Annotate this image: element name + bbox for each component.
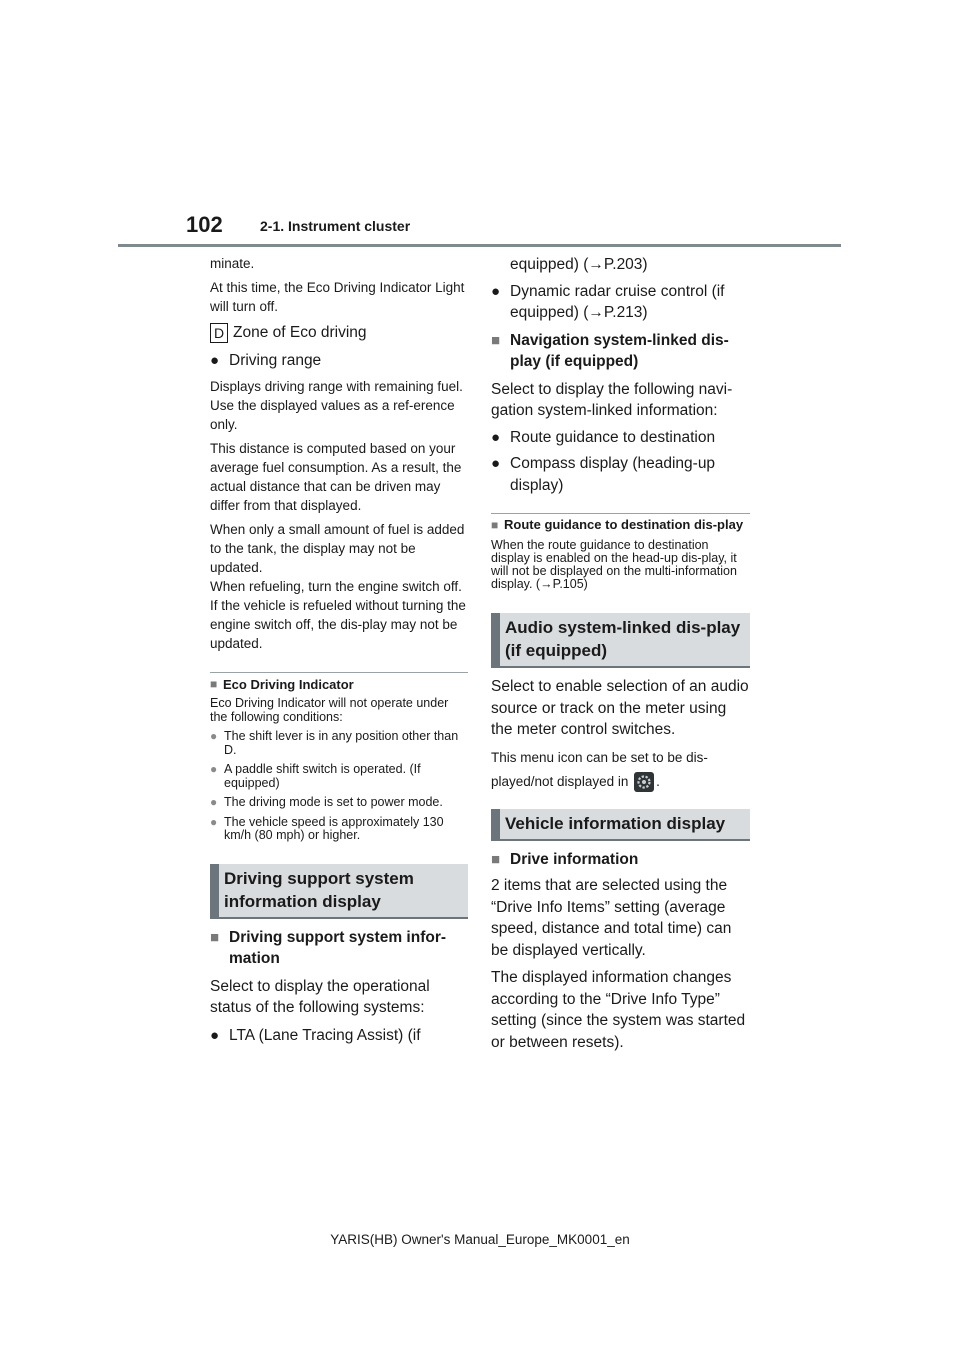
driving-range-paragraph-4: When refueling, turn the engine switch off. If the vehicle is refueled without turning the engine switch off, the dis-play may not be updated. xyxy=(210,579,466,651)
bullet-dot-icon: ● xyxy=(210,1026,220,1044)
bullet-dot-icon: ● xyxy=(491,428,501,446)
navigation-item-text: Route guidance to destination xyxy=(510,428,716,446)
eco-condition-item xyxy=(210,730,468,757)
round-bullet-icon: ● xyxy=(210,795,218,809)
driving-range-paragraph-1: Displays driving range with remaining fuel. Use the displayed values as a ref-erence only. xyxy=(210,379,463,432)
eco-condition-text: The driving mode is set to power mode. xyxy=(224,795,443,809)
eco-condition-text: The shift lever is in any position other than D. xyxy=(224,729,459,757)
drive-info-paragraph-2: The displayed information changes according to the “Drive Info Type” setting (since the system was started or between resets). xyxy=(491,969,746,1051)
eco-note-heading xyxy=(210,677,468,692)
route-note-title: Route guidance to destination dis-play xyxy=(504,517,744,532)
right-column xyxy=(491,254,750,1053)
driving-support-heading: Driving support system information display xyxy=(210,864,468,919)
page-number: 102 xyxy=(186,212,223,237)
paragraph-continuation: minate. xyxy=(210,256,255,271)
round-bullet-icon: ● xyxy=(210,729,218,743)
eco-condition-item xyxy=(210,796,468,810)
eco-note-intro: Eco Driving Indicator will not operate under the following conditions: xyxy=(210,696,449,724)
bullet-dot-icon: ● xyxy=(210,351,220,369)
eco-condition-text: A paddle shift switch is operated. (If equipped) xyxy=(224,762,421,790)
navigation-item-text: Compass display (heading-up display) xyxy=(510,455,716,494)
lta-text: LTA (Lane Tracing Assist) (if xyxy=(229,1026,421,1044)
driving-range-paragraph-2: This distance is computed based on your average fuel consumption. As a result, the actual distance that can be driven may differ from that displayed. xyxy=(210,441,462,513)
bullet-dot-icon: ● xyxy=(491,282,501,300)
square-bullet-icon: ■ xyxy=(491,331,501,349)
section-title: 2-1. Instrument cluster xyxy=(260,218,411,234)
square-bullet-icon: ■ xyxy=(210,677,218,691)
lta-continuation: equipped) (→P.203) xyxy=(510,256,648,273)
drive-info-subheading xyxy=(491,849,750,871)
driving-range-paragraph-3: When only a small amount of fuel is added to the tank, the display may not be updated. xyxy=(210,522,465,575)
audio-note-line-2 xyxy=(491,772,750,792)
drive-info-subtitle: Drive information xyxy=(510,850,639,868)
audio-note-line-1: This menu icon can be set to be dis- xyxy=(491,749,708,765)
eco-condition-item xyxy=(210,816,468,843)
route-note-heading xyxy=(491,518,750,532)
driving-range-title: Driving range xyxy=(229,351,322,369)
zone-d-label: D xyxy=(210,323,228,343)
driving-support-subheading xyxy=(210,927,468,970)
round-bullet-icon: ● xyxy=(210,762,218,776)
navigation-item xyxy=(491,427,750,449)
audio-note-period: . xyxy=(656,773,660,789)
audio-note-text: played/not displayed in xyxy=(491,773,629,789)
audio-heading: Audio system-linked dis-play (if equipped) xyxy=(491,613,750,668)
vehicle-info-heading: Vehicle information display xyxy=(491,809,750,841)
gear-icon-svg xyxy=(634,772,654,792)
square-bullet-icon: ■ xyxy=(210,928,220,946)
zone-line xyxy=(210,322,468,344)
audio-paragraph: Select to enable selection of an audio source or track on the meter using the meter control switches. xyxy=(491,678,749,738)
square-bullet-icon: ■ xyxy=(491,518,499,532)
paragraph-eco-light: At this time, the Eco Driving Indicator Light will turn off. xyxy=(210,280,465,314)
left-column xyxy=(210,254,468,1046)
driving-support-paragraph: Select to display the operational status of the following systems: xyxy=(210,977,430,1016)
eco-condition-text: The vehicle speed is approximately 130 km/h (80 mph) or higher. xyxy=(224,814,444,842)
navigation-paragraph: Select to display the following navi-gation system-linked information: xyxy=(491,380,733,419)
note-divider xyxy=(210,672,468,673)
settings-gear-icon xyxy=(634,772,654,792)
footer-text: YARIS(HB) Owner's Manual_Europe_MK0001_en xyxy=(330,1232,630,1247)
navigation-item xyxy=(491,453,750,496)
drcc-bullet xyxy=(491,281,750,324)
lta-bullet xyxy=(210,1025,468,1047)
driving-range-bullet xyxy=(210,350,468,372)
eco-condition-item xyxy=(210,763,468,790)
square-bullet-icon: ■ xyxy=(491,850,501,868)
eco-note-title: Eco Driving Indicator xyxy=(223,677,354,692)
drcc-text: Dynamic radar cruise control (if equipped) (→P.213) xyxy=(510,282,725,321)
round-bullet-icon: ● xyxy=(210,814,218,829)
note-divider xyxy=(491,513,750,514)
navigation-subtitle: Navigation system-linked dis-play (if equipped) xyxy=(510,331,729,370)
bullet-dot-icon: ● xyxy=(491,455,501,472)
route-note-text: When the route guidance to destination display is enabled on the head-up dis-play, it will not be displayed on the multi-information display. (→P.105) xyxy=(491,538,737,591)
navigation-subheading xyxy=(491,330,750,373)
driving-support-subtitle: Driving support system infor-mation xyxy=(229,928,447,967)
drive-info-paragraph-1: 2 items that are selected using the “Drive Info Items” setting (average speed, distance and total time) can be displayed vertically. xyxy=(491,877,732,959)
zone-text: Zone of Eco driving xyxy=(233,324,367,341)
header-rule xyxy=(118,244,841,247)
